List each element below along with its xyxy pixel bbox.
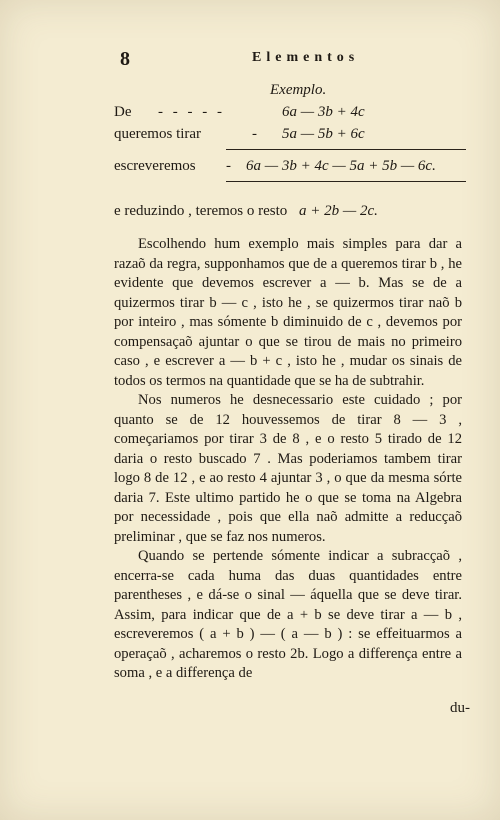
- example-result: [114, 203, 378, 220]
- running-title: Elementos: [252, 50, 360, 65]
- catchword: du-: [450, 700, 470, 716]
- page-header: [112, 48, 464, 70]
- example-result-prefix: e reduzindo , teremos o resto: [114, 203, 288, 219]
- example-rule-top: [226, 149, 466, 150]
- example-rule-bottom: [226, 181, 466, 182]
- example-heading: Exemplo.: [270, 82, 327, 98]
- example-row-label: De: [114, 104, 132, 120]
- example-row-dashes: -: [226, 158, 231, 174]
- paragraph: Nos numeros he desnecessario este cuidado ; por quanto se de 12 houvessemos de tirar 8 — 3 , começariamos por tirar 3 de 8 , e o resto 5 tirado de 12 daria o resto buscado 7 . Mas poderiamos tambem tirar logo 8 de 12 , e ao resto 4 ajuntar 3 , o que da mesma sórte daria 7. Este ultimo partido he o que se toma na Algebra por necessidade , pois que ella naõ admitte a reducçaõ preliminar , que se faz nos numeros.: [114, 392, 462, 545]
- example-row-dashes: -: [252, 126, 257, 142]
- example-row-expression: 6a — 3b + 4c — 5a + 5b — 6c.: [246, 158, 436, 174]
- example-row-expression: 6a — 3b + 4c: [282, 104, 365, 120]
- paragraph: Escolhendo hum exemplo mais simples para dar a razaõ da regra, supponhamos que de a queremos tirar b , he evidente que devemos escrever a — b. Mas se de a quizermos tirar b — c , isto he , se quizermos tirar naõ b por inteiro , mas sómente b diminuido de c , devemos por compensaçaõ ajuntar o que se tirou de mais no primeiro caso , e escrever a — b + c , isto he , mudar os sinais de todos os termos na quantidade que se ha de subtrahir.: [114, 236, 462, 389]
- body-text: [114, 235, 462, 684]
- example-row-expression: 5a — 5b + 6c: [282, 126, 365, 142]
- page-number: 8: [120, 48, 130, 70]
- example-row-label: escreveremos: [114, 158, 196, 174]
- paragraph: Quando se pertende sómente indicar a subracçaõ , encerra-se cada huma das duas quantidades entre parentheses , e dá-se o sinal — áquella que se deve tirar. Assim, para indicar que de a + b se deve tirar a — b , escreveremos ( a + b ) — ( a — b ) : se effeituarmos a operaçaõ , acharemos o resto 2b. Logo a differença entre a soma , e a differença de: [114, 548, 462, 681]
- example-result-expression: a + 2b — 2c.: [299, 203, 378, 219]
- example-row-label: queremos tirar: [114, 126, 202, 142]
- example-row-dashes: - - - - -: [158, 104, 225, 120]
